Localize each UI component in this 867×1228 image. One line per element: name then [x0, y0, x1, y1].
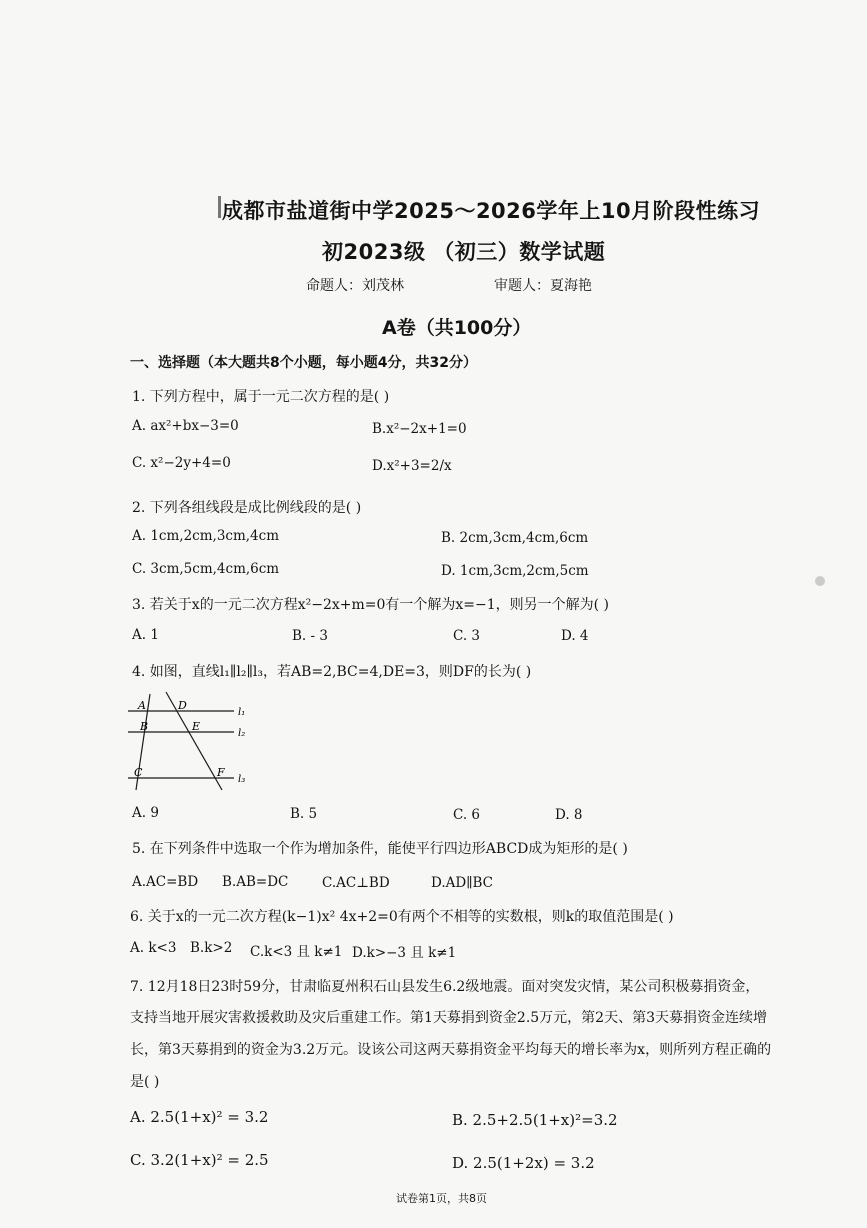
point-b-label: B: [140, 720, 149, 733]
author-line: 命题人：刘茂林: [306, 278, 404, 294]
question-3-option-a: A. 1: [132, 627, 159, 643]
question-7-option-b: B. 2.5+2.5(1+x)²=3.2: [452, 1111, 618, 1129]
question-1-option-c: C. x²−2y+4=0: [132, 455, 231, 471]
question-5-option-c: C.AC⊥BD: [322, 875, 390, 891]
question-6-option-b: B.k>2: [190, 940, 233, 956]
question-4-stem: 4. 如图，直线l₁∥l₂∥l₃，若AB=2,BC=4,DE=3，则DF的长为( ): [132, 664, 532, 680]
line-l2-label: l₂: [238, 728, 246, 739]
school-title: 成都市盐道街中学2025～2026学年上10月阶段性练习: [222, 199, 761, 223]
question-2-stem: 2. 下列各组线段是成比例线段的是( ): [132, 500, 362, 516]
question-7-option-d: D. 2.5(1+2x) = 3.2: [452, 1154, 595, 1172]
question-3-option-b: B. - 3: [292, 628, 328, 644]
transversal-def: [166, 692, 222, 790]
reviewer-line: 审题人：夏海艳: [494, 278, 592, 294]
point-e-label: E: [192, 720, 201, 733]
question-7-option-a: A. 2.5(1+x)² = 3.2: [130, 1108, 269, 1126]
question-5-option-d: D.AD∥BC: [431, 875, 493, 891]
question-7-option-c: C. 3.2(1+x)² = 2.5: [130, 1151, 269, 1169]
question-1-option-b: B.x²−2x+1=0: [372, 421, 467, 437]
scan-edge-mark: [218, 196, 221, 218]
line-l1-label: l₁: [238, 707, 246, 718]
question-3-option-c: C. 3: [453, 628, 481, 644]
question-2-option-b: B. 2cm,3cm,4cm,6cm: [441, 530, 589, 546]
question-7-stem-line-4: 是( ): [130, 1074, 160, 1090]
question-3-option-d: D. 4: [561, 628, 589, 644]
question-2-option-c: C. 3cm,5cm,4cm,6cm: [132, 561, 280, 577]
point-f-label: F: [217, 766, 225, 779]
question-4-option-a: A. 9: [132, 805, 159, 821]
question-4-option-d: D. 8: [555, 807, 583, 823]
question-2-option-a: A. 1cm,2cm,3cm,4cm: [132, 528, 280, 544]
point-c-label: C: [134, 766, 143, 779]
question-6-option-a: A. k<3: [130, 940, 177, 956]
scan-smudge: [815, 576, 825, 586]
question-4-option-b: B. 5: [290, 806, 318, 822]
grade-title: 初2023级 （初三）数学试题: [322, 240, 606, 264]
question-5-option-a: A.AC=BD: [132, 874, 199, 890]
question-7-stem-line-2: 支持当地开展灾害救援救助及灾后重建工作。第1天募捐到资金2.5万元，第2天、第3天募捐资金连续增: [130, 1010, 767, 1026]
question-7-stem-line-3: 长，第3天募捐到的资金为3.2万元。设该公司这两天募捐资金平均每天的增长率为x，则所列方程正确的: [130, 1042, 772, 1058]
question-1-option-a: A. ax²+bx−3=0: [132, 418, 239, 434]
parallel-lines-figure: [126, 690, 256, 800]
page-number: 试卷第1页，共8页: [396, 1192, 487, 1205]
section-heading: 一、选择题（本大题共8个小题，每小题4分，共32分）: [130, 355, 477, 371]
point-a-label: A: [138, 699, 146, 712]
question-6-option-c: C.k<3 且 k≠1: [250, 944, 343, 960]
point-d-label: D: [178, 699, 187, 712]
question-2-option-d: D. 1cm,3cm,2cm,5cm: [441, 563, 589, 579]
question-6-stem: 6. 关于x的一元二次方程(k−1)x² 4x+2=0有两个不相等的实数根，则k的取值范围是( ): [130, 909, 674, 925]
question-1-option-d: D.x²+3=2/x: [372, 458, 452, 474]
question-1-stem: 1. 下列方程中，属于一元二次方程的是( ): [132, 389, 390, 405]
question-4-option-c: C. 6: [453, 807, 481, 823]
question-5-stem: 5. 在下列条件中选取一个作为增加条件，能使平行四边形ABCD成为矩形的是( ): [132, 841, 628, 857]
question-6-option-d: D.k>−3 且 k≠1: [352, 945, 457, 961]
line-l3-label: l₃: [238, 774, 246, 785]
volume-heading: A卷（共100分）: [382, 317, 532, 339]
question-7-stem-line-1: 7. 12月18日23时59分，甘肃临夏州积石山县发生6.2级地震。面对突发灾情，某公司积极募捐资金，: [130, 979, 760, 995]
question-3-stem: 3. 若关于x的一元二次方程x²−2x+m=0有一个解为x=−1，则另一个解为( ): [132, 597, 610, 613]
question-5-option-b: B.AB=DC: [222, 874, 289, 890]
